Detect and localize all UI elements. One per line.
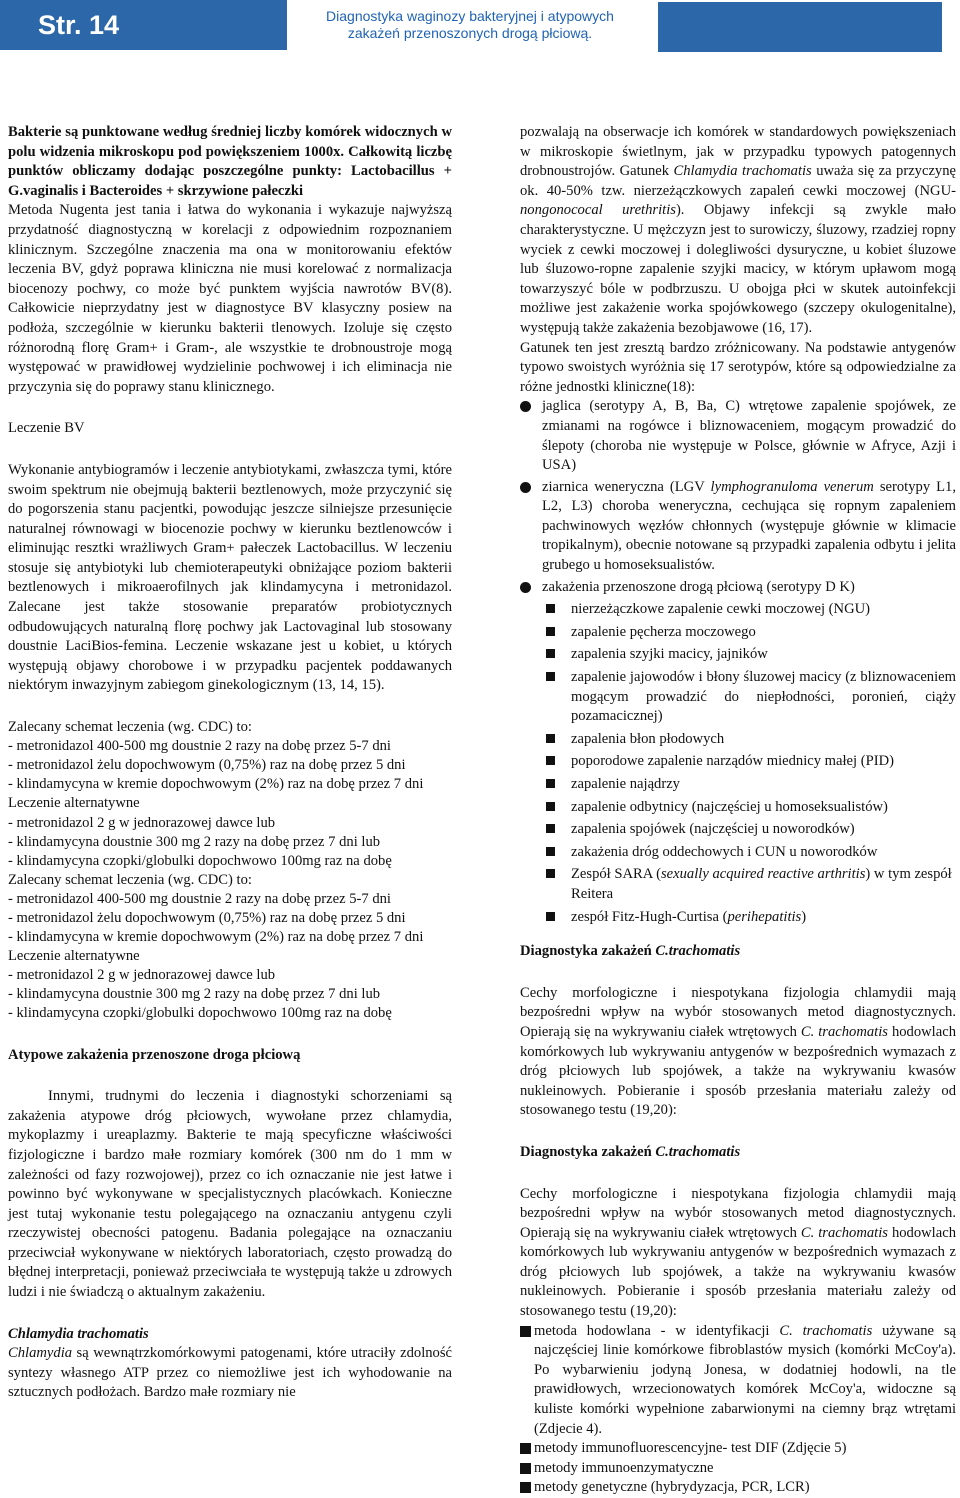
left-column bbox=[8, 123, 452, 1403]
square-bullet-icon bbox=[520, 1326, 531, 1337]
sub-list-item bbox=[546, 843, 956, 863]
list-item bbox=[520, 578, 956, 598]
text-run: ). Objawy infekcji są zwykle mało charakterystyczne. U mężczyzn jest to surowiczy, śluzowy, rzadziej ropny wyciek z cewki moczowej i dolegliwości dysuryczne, u kobiet śluzowe lub śluzowo-ropne zapalenie szyjki macicy, w którym upławom mogą towarzyszyć bóle w podbrzuszu. U obojga płci w skutek autoinfekcji możliwe jest zakażenie worka spojówkowego (szczepy okulogenitalne), występują także zakażenia bezobjawowe (16, 17). bbox=[520, 202, 956, 336]
sub-list-item bbox=[546, 623, 956, 643]
sub-list-item bbox=[546, 645, 956, 665]
text-run: ziarnica weneryczna (LGV bbox=[542, 478, 711, 495]
square-bullet-icon bbox=[546, 779, 555, 788]
list-item-text: zakażenia przenoszone drogą płciową (serotypy D K) bbox=[542, 578, 855, 595]
sub-list-item-text: zapalenie pęcherza moczowego bbox=[571, 623, 756, 640]
sub-list-item bbox=[546, 798, 956, 818]
method-text: metody immunofluorescencyjne- test DIF (Zdjęcie 5) bbox=[534, 1440, 847, 1457]
square-bullet-icon bbox=[520, 1482, 531, 1493]
bullet-icon bbox=[520, 401, 531, 412]
text-run: metoda hodowlana - w identyfikacji bbox=[534, 1322, 780, 1339]
sub-list-item-text bbox=[571, 908, 956, 928]
square-bullet-icon bbox=[546, 824, 555, 833]
square-bullet-icon bbox=[546, 649, 555, 658]
header-color-bar bbox=[658, 2, 942, 52]
schema-line: - metronidazol 400-500 mg doustnie 2 razy na dobę przez 5-7 dni bbox=[8, 738, 391, 755]
heading-chlamydia: Chlamydia trachomatis bbox=[8, 1325, 149, 1342]
intro-paragraph bbox=[8, 123, 452, 397]
square-bullet-icon bbox=[546, 604, 555, 613]
text-run: pozwalają na obserwacje ich komórek w standardowych powiększeniach w mikroskopie świetlnym, jak w przypadku typowych patogennych drobnoustrojów. Gatunek bbox=[520, 124, 956, 180]
schema-line: - klindamycyna doustnie 300 mg 2 razy na dobę przez 7 dni lub bbox=[8, 986, 381, 1003]
sub-list-item bbox=[546, 668, 956, 727]
square-bullet-icon bbox=[546, 869, 555, 878]
sub-list-item bbox=[546, 752, 956, 772]
schema-line: - klindamycyna w kremie dopochwowym (2%) raz na dobę przez 7 dni bbox=[8, 776, 424, 793]
text-run: ) w tym zespół Reitera bbox=[571, 866, 952, 902]
sub-list-item bbox=[546, 865, 956, 904]
schema-line: - klindamycyna doustnie 300 mg 2 razy na dobę przez 7 dni lub bbox=[8, 833, 381, 850]
text-run: zespół Fitz-Hugh-Curtisa ( bbox=[571, 908, 728, 925]
schema-line: - metronidazol 400-500 mg doustnie 2 razy na dobę przez 5-7 dni bbox=[8, 890, 391, 907]
method-text bbox=[534, 1322, 956, 1440]
italic-run: C. trachomatis bbox=[779, 1322, 873, 1339]
treatment-schema bbox=[8, 718, 452, 1024]
text-run: serotypy L1, L2, L3) choroba weneryczna, cechująca się ropnym zapaleniem pachwinowych węzłów chłonnych (występuje głównie w klimacie tropikalnym), obecnie notowane są przypadki zapalenia odbytu i jelita grubego u homoseksualistów. bbox=[542, 478, 956, 574]
square-bullet-icon bbox=[520, 1463, 531, 1474]
sub-list-item bbox=[546, 775, 956, 795]
text-run: Cechy morfologiczne i niespotykana fizjologia chlamydii mają bezpośredni wpływ na wybór stosowanych metod diagnostycznych. Opierają się na wykrywaniu ciałek wtrętowych bbox=[520, 984, 956, 1040]
square-bullet-icon bbox=[520, 1443, 531, 1454]
text-run: Zespół SARA ( bbox=[571, 866, 661, 883]
paragraph-chlamydia-cont bbox=[520, 123, 956, 339]
text-run: uważa się za przyczynę ok. 40-50% tzw. nierzeżączkowych zapaleń cewki moczowej (NGU- bbox=[520, 163, 956, 199]
list-item bbox=[520, 397, 956, 475]
page-number: Str. 14 bbox=[38, 10, 120, 40]
sub-list-item-text: nierzeżączkowe zapalenie cewki moczowej (NGU) bbox=[571, 601, 871, 618]
square-bullet-icon bbox=[546, 627, 555, 636]
square-bullet-icon bbox=[546, 847, 555, 856]
sub-list-item-text: zapalenia spojówek (najczęściej u noworodków) bbox=[571, 821, 855, 838]
text-run: hodowlach komórkowych lub wykrywaniu antygenów w bezpośrednich wymazach z dróg płciowych lub spojówek, a także na wykrywaniu kwasów nukleinowych. Pobieranie i sposób przesłania materiału zależy od stosowanego testu (19,20): bbox=[520, 1224, 956, 1320]
schema-line: - klindamycyna w kremie dopochwowym (2%) raz na dobę przez 7 dni bbox=[8, 929, 424, 946]
square-bullet-icon bbox=[546, 756, 555, 765]
italic-run: perihepatitis bbox=[727, 908, 802, 925]
bullet-icon bbox=[520, 582, 531, 593]
sub-list-item-text: poporodowe zapalenie narządów miednicy małej (PID) bbox=[571, 753, 894, 770]
list-item-text bbox=[542, 478, 956, 576]
sub-list-item-text: zapalenie odbytnicy (najczęściej u homoseksualistów) bbox=[571, 798, 888, 815]
italic-run: lymphogranuloma venerum bbox=[710, 478, 874, 495]
sub-list-item-text: zapalenie jajowodów i błony śluzowej macicy (z bliznowaceniem mogącym prowadzić do niepłodności, poronień, ciąży pozamacicznej) bbox=[571, 669, 956, 725]
sub-list-item-text: zapalenia szyjki macicy, jajników bbox=[571, 646, 768, 663]
method-item bbox=[520, 1439, 956, 1459]
text-run: używane są najczęściej linie komórkowe fibroblastów mysich (komórki McCoy'a). Po wybarwieniu jodyną Jonesa, w dodatniej hodowli, na tle prawidłowych, wrzecionowatych komórek McCoy'a, widoczne są kuliste komórki wypełnione zabarwionymi na ciemny brąz wtrętami (Zdjecie 4). bbox=[534, 1322, 956, 1437]
heading-diagnostyka-1 bbox=[520, 942, 956, 962]
chlamydia-rest: są wewnątrzkomórkowymi patogenami, które utraciły zdolność syntezy własnego ATP przez co niemożliwe jest ich wyhodowanie na sztucznych podłożach. Bardzo małe rozmiary nie bbox=[8, 1345, 452, 1401]
schema-line: Leczenie alternatywne bbox=[8, 948, 140, 965]
heading-diagnostyka-2 bbox=[520, 1143, 956, 1163]
paragraph-diagnostyka-1 bbox=[520, 984, 956, 1121]
list-item bbox=[520, 478, 956, 576]
method-item bbox=[520, 1322, 956, 1440]
schema-line: - metronidazol 2 g w jednorazowej dawce lub bbox=[8, 814, 276, 831]
method-item bbox=[520, 1459, 956, 1479]
sub-list-item bbox=[546, 730, 956, 750]
paragraph-diagnostyka-2 bbox=[520, 1185, 956, 1322]
sub-list-item-text: zapalenie najądrzy bbox=[571, 776, 680, 792]
right-column bbox=[520, 123, 956, 1498]
italic-run: sexually acquired reactive arthritis bbox=[661, 866, 866, 883]
schema-line: - klindamycyna czopki/globulki dopochwowo 100mg raz na dobę bbox=[8, 852, 392, 869]
italic-run: nongonococal urethritis bbox=[520, 202, 676, 219]
text-run: Diagnostyka zakażeń bbox=[520, 1143, 656, 1160]
text-run: ) bbox=[801, 908, 807, 925]
header-title-line2: zakażeń przenoszonych drogą płciową. bbox=[347, 25, 593, 41]
sub-list-item-text: zapalenia błon płodowych bbox=[571, 730, 725, 747]
italic-run: C.trachomatis bbox=[655, 1143, 741, 1160]
text-run: hodowlach komórkowych lub wykrywaniu antygenów w bezpośrednich wymazach z dróg płciowych lub spojówek, a także na wykrywaniu kwasów nukleinowych. Pobieranie i sposób przesłania materiału zależy od stosowanego testu (19,20): bbox=[520, 1023, 956, 1119]
schema-line: - metronidazol 2 g w jednorazowej dawce lub bbox=[8, 967, 276, 984]
text-run: Diagnostyka zakażeń bbox=[520, 943, 656, 960]
page-number-tab bbox=[0, 0, 287, 50]
text-run: Cechy morfologiczne i niespotykana fizjologia chlamydii mają bezpośredni wpływ na wybór stosowanych metod diagnostycznych. Opierają się na wykrywaniu ciałek wtrętowych bbox=[520, 1185, 956, 1241]
bullet-icon bbox=[520, 482, 531, 493]
method-text: metody genetyczne (hybrydyzacja, PCR, LCR) bbox=[534, 1479, 810, 1496]
method-text: metody immunoenzymatyczne bbox=[534, 1459, 714, 1476]
schema-line: - metronidazol żelu dopochwowym (0,75%) raz na dobę przez 5 dni bbox=[8, 757, 406, 774]
heading-leczenie-bv: Leczenie BV bbox=[8, 420, 85, 437]
heading-atypowe: Atypowe zakażenia przenoszone droga płciową bbox=[8, 1046, 301, 1063]
paragraph-serotypes: Gatunek ten jest zresztą bardzo zróżnicowany. Na podstawie antygenów typowo swoistych wyróżnia się 17 serotypów, które są odpowiedzialne za różne jednostki kliniczne(18): bbox=[520, 339, 956, 395]
italic-run: C.trachomatis bbox=[655, 943, 741, 960]
schema-line: Leczenie alternatywne bbox=[8, 795, 140, 812]
italic-run: C. trachomatis bbox=[800, 1023, 888, 1040]
sub-list-item-text bbox=[571, 865, 956, 904]
method-item bbox=[520, 1478, 956, 1498]
running-header bbox=[290, 8, 650, 42]
schema-line: - metronidazol żelu dopochwowym (0,75%) raz na dobę przez 5 dni bbox=[8, 909, 406, 926]
square-bullet-icon bbox=[546, 734, 555, 743]
italic-run: Chlamydia trachomatis bbox=[673, 163, 812, 180]
paragraph-atypowe: Innymi, trudnymi do leczenia i diagnostyki schorzeniami są zakażenia atypowe dróg płciowych, wywołane przez chlamydia, mykoplazmy i ureaplazmy. Bakterie te mają specyficzne właściwości fizjologiczne i bardzo małe rozmiary komórek (300 nm do 1 mm w zależności od fazy rozwojowej), przez co ich oznaczanie nie jest łatwe i powinno być wykonywane w specjalistycznych placówkach. Konieczne jest tutaj wykonanie testu polegającego na oznaczaniu antygenu czyli rzeczywistej obecności patogenu. Badania polegające na oznaczaniu przeciwciał wykonywane w niektórych laboratoriach, często prowadzą do błędnej interpretacji, ponieważ przeciwciała te występują także u zdrowych ludzi i nie świadczą o aktualnym zakażeniu. bbox=[8, 1088, 452, 1301]
italic-run: C. trachomatis bbox=[800, 1224, 888, 1241]
schema-line: - klindamycyna czopki/globulki dopochwowo 100mg raz na dobę bbox=[8, 1005, 392, 1022]
square-bullet-icon bbox=[546, 912, 555, 921]
list-item-text: jaglica (serotypy A, B, Ba, C) wtrętowe zapalenie spojówek, ze zmianami na rogówce i bliznowaceniem, mogącym prowadzić do ślepoty (choroba nie występuje w Polsce, głównie w Afryce, Azji i USA) bbox=[542, 398, 956, 474]
square-bullet-icon bbox=[546, 672, 555, 681]
sub-list-item-text: zakażenia dróg oddechowych i CUN u noworodków bbox=[571, 843, 878, 860]
sub-list bbox=[520, 600, 956, 927]
schema-line: Zalecany schemat leczenia (wg. CDC) to: bbox=[8, 719, 252, 736]
square-bullet-icon bbox=[546, 802, 555, 811]
intro-bold: Bakterie są punktowane według średniej liczby komórek widocznych w polu widzenia mikroskopu pod powiększeniem 1000x. Całkowitą liczbę punktów obliczamy dodając poszczególne punkty: Lactobacillus + G.vaginalis i Bacteroides + skrzywione pałeczki bbox=[8, 124, 452, 199]
sub-list-item bbox=[546, 908, 956, 928]
paragraph-leczenie: Wykonanie antybiogramów i leczenie antybiotykami, zwłaszcza tymi, które swoim spektrum nie obejmują bakterii beztlenowych, może przyczynić się do pogorszenia stanu pacjentki, powodując jeszcze silniejsze przesunięcie naturalnej równowagi w biocenozie pochwy w kierunku beztlenowców i eliminując resztki wrażliwych Gram+ pałeczek Lactobacillus. W leczeniu stosuje się antybiotyki lub chemioterapeutyki obniżające poziom bakterii beztlenowych i mikroaerofilnych jak klindamycyna i metronidazol. Zalecane jest także stosowanie preparatów probiotycznych odbudowujących naturalną florę pochwy jak Lactovaginal lub stosowany doustnie LaciBios-femina. Leczenie wskazane jest u kobiet, u których występują objawy chorobowe i w przypadku pacjentek poddawanych niektórym inwazyjnym zabiegom ginekologicznym (13, 14, 15). bbox=[8, 461, 452, 694]
chlamydia-lead: Chlamydia bbox=[8, 1345, 73, 1362]
schema-line: Zalecany schemat leczenia (wg. CDC) to: bbox=[8, 871, 252, 888]
sub-list-item bbox=[546, 600, 956, 620]
intro-rest: Metoda Nugenta jest tania i łatwa do wykonania i wykazuje najwyższą przydatność diagnostyczną w korelacji z odpowiednim rozpoznaniem klinicznym. Szczególne znaczenia ma ona w monitorowaniu efektów leczenia BV, gdyż poprawa kliniczna nie musi korelować z normalizacja biocenozy pochwy, co może być punktem wyjścia nawrotów BV(8). Całkowicie nieprzydatny jest w diagnostyce BV klasyczny posiew na podłoża, szczególnie w kierunku bakterii tlenowych. Izoluje się często różnorodną florę Gram+ i Gram-, ale wszystkie te drobnoustroje mogą występować w prawidłowej wydzielinie pochwowej i ich eliminacja nie przyczynia się do poprawy stanu klinicznego. bbox=[8, 202, 452, 395]
header-title-line1: Diagnostyka waginozy bakteryjnej i atypowych bbox=[326, 8, 614, 24]
paragraph-chlamydia bbox=[8, 1344, 452, 1403]
sub-list-item bbox=[546, 820, 956, 840]
